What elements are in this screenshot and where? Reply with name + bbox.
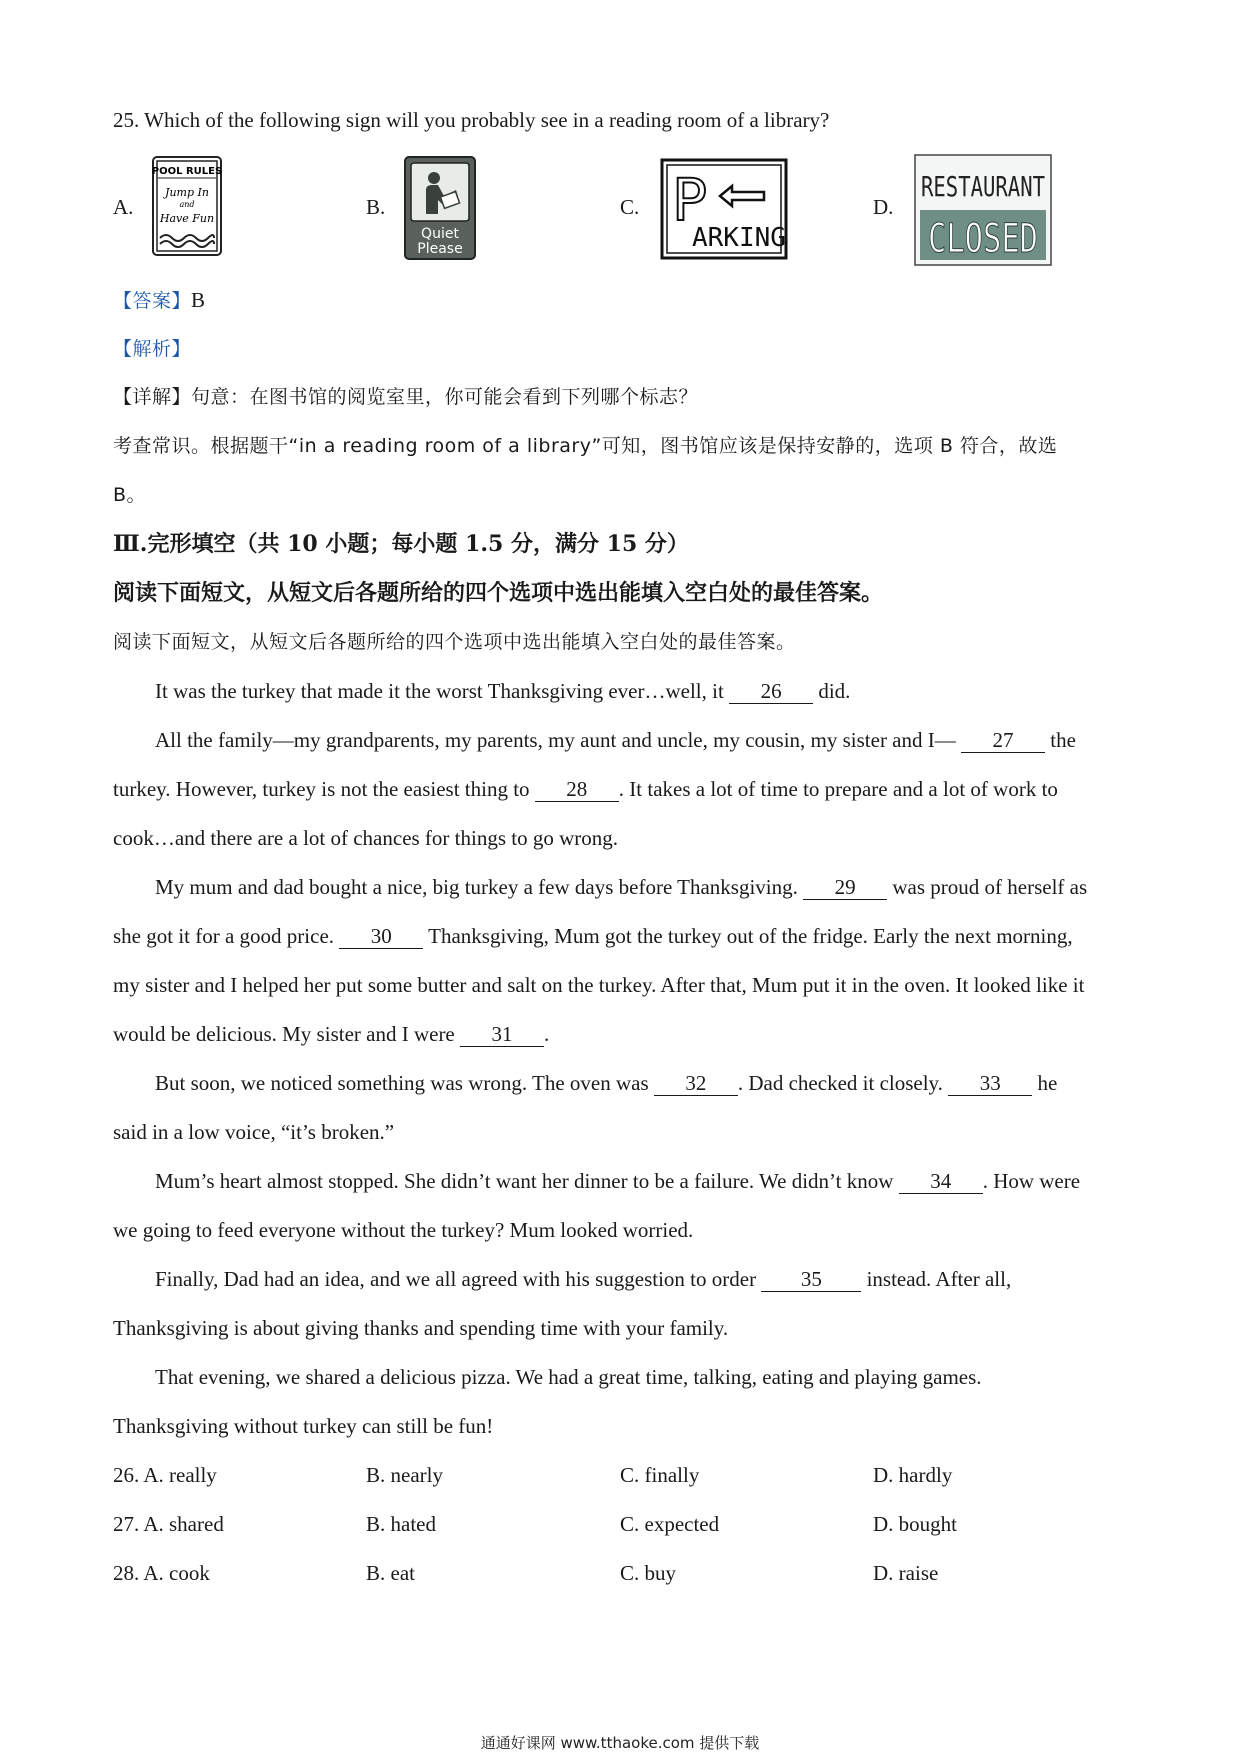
passage-line-7: my sister and I helped her put some butter and salt on the turkey. After that, Mum put it in the oven. It looked like it bbox=[113, 973, 1085, 997]
pool-rules-title: POOL RULES bbox=[151, 166, 223, 177]
passage-line-12: we going to feed everyone without the turkey? Mum looked worried. bbox=[113, 1218, 694, 1242]
choice-27-b: B. hated bbox=[366, 1512, 436, 1536]
detail-text: 句意：在图书馆的阅览室里，你可能会看到下列哪个标志？ bbox=[191, 386, 699, 408]
passage-line-4: cook…and there are a lot of chances for things to go wrong. bbox=[113, 826, 619, 850]
text: instead. After all, bbox=[861, 1267, 1012, 1291]
choice-28-d: D. raise bbox=[873, 1561, 939, 1585]
passage-line-13 bbox=[155, 1265, 1011, 1293]
q25-question: 25. Which of the following sign will you probably see in a reading room of a library? bbox=[113, 108, 830, 132]
passage-line-16: Thanksgiving without turkey can still be fun! bbox=[113, 1414, 494, 1438]
passage-line-1 bbox=[155, 677, 850, 705]
quiet-please-sign bbox=[404, 156, 476, 260]
choice-26-d: D. hardly bbox=[873, 1463, 953, 1487]
text: would be delicious. My sister and I were bbox=[113, 1022, 461, 1046]
blank-35: 35 bbox=[761, 1267, 861, 1292]
text: she got it for a good price. bbox=[113, 924, 340, 948]
text: he bbox=[1032, 1071, 1058, 1095]
closed-word: CLOSED bbox=[928, 216, 1038, 262]
quiet-sign-line-1: Quiet bbox=[421, 226, 459, 242]
section-instruction-bold: 阅读下面短文，从短文后各题所给的四个选项中选出能填入空白处的最佳答案。 bbox=[113, 580, 884, 606]
restaurant-closed-sign bbox=[914, 154, 1052, 266]
choice-26-c: C. finally bbox=[620, 1463, 700, 1487]
blank-30: 30 bbox=[339, 924, 423, 949]
text: . Dad checked it closely. bbox=[737, 1071, 949, 1095]
parking-sign-icon bbox=[660, 158, 788, 260]
answer-line bbox=[113, 286, 206, 315]
pool-sign-line-2: and bbox=[179, 200, 195, 209]
choice-row-28 bbox=[113, 1559, 1113, 1587]
answer-value: B bbox=[191, 288, 206, 312]
text: It was the turkey that made it the worst Thanksgiving ever…well, it bbox=[155, 679, 730, 703]
text: But soon, we noticed something was wrong. The oven was bbox=[155, 1071, 654, 1095]
choice-27-a: 27. A. shared bbox=[113, 1512, 224, 1536]
parking-sign bbox=[660, 158, 788, 260]
text: . bbox=[544, 1022, 550, 1046]
restaurant-word: RESTAURANT bbox=[921, 170, 1046, 203]
page-footer: 通通好课网 www.tthaoke.com 提供下载 bbox=[480, 1734, 760, 1752]
option-a-label: A. bbox=[113, 195, 134, 219]
blank-31: 31 bbox=[460, 1022, 544, 1047]
parking-p-letter: P bbox=[672, 166, 707, 234]
text: All the family—my grandparents, my parents, my aunt and uncle, my cousin, my sister and I— bbox=[155, 728, 961, 752]
section-instruction: 阅读下面短文，从短文后各题所给的四个选项中选出能填入空白处的最佳答案。 bbox=[113, 631, 796, 653]
passage-line-9 bbox=[155, 1069, 1057, 1097]
text: . It takes a lot of time to prepare and a lot of work to bbox=[618, 777, 1058, 801]
blank-27: 27 bbox=[961, 728, 1045, 753]
quiet-please-sign-icon bbox=[404, 156, 476, 260]
choice-28-c: C. buy bbox=[620, 1561, 677, 1585]
choice-28-b: B. eat bbox=[366, 1561, 415, 1585]
blank-32: 32 bbox=[654, 1071, 738, 1096]
text: . How were bbox=[982, 1169, 1081, 1193]
passage-line-10: said in a low voice, “it’s broken.” bbox=[113, 1120, 395, 1144]
text: was proud of herself as bbox=[887, 875, 1088, 899]
detail-tag: 【详解】 bbox=[113, 386, 192, 408]
text: Mum’s heart almost stopped. She didn’t want her dinner to be a failure. We didn’t know bbox=[155, 1169, 899, 1193]
explain-line-2: B。 bbox=[113, 484, 147, 506]
section-heading: Ⅲ.完形填空（共 10 小题；每小题 1.5 分，满分 15 分） bbox=[113, 531, 689, 557]
passage-line-2 bbox=[155, 726, 1076, 754]
blank-33: 33 bbox=[948, 1071, 1032, 1096]
analysis-tag: 【解析】 bbox=[113, 338, 192, 360]
detail-line bbox=[113, 383, 698, 411]
option-b-label: B. bbox=[366, 195, 386, 219]
choice-28-a: 28. A. cook bbox=[113, 1561, 210, 1585]
choice-26-a: 26. A. really bbox=[113, 1463, 217, 1487]
blank-29: 29 bbox=[803, 875, 887, 900]
text: Finally, Dad had an idea, and we all agreed with his suggestion to order bbox=[155, 1267, 762, 1291]
text: turkey. However, turkey is not the easiest thing to bbox=[113, 777, 535, 801]
choice-27-c: C. expected bbox=[620, 1512, 720, 1536]
quiet-sign-line-2: Please bbox=[417, 241, 463, 257]
passage-line-3 bbox=[113, 775, 1058, 803]
text: the bbox=[1045, 728, 1076, 752]
passage-line-15: That evening, we shared a delicious pizza. We had a great time, talking, eating and playing games. bbox=[155, 1365, 982, 1389]
passage-line-6 bbox=[113, 922, 1073, 950]
pool-sign-line-1: Jump In bbox=[165, 186, 209, 199]
passage-line-14: Thanksgiving is about giving thanks and spending time with your family. bbox=[113, 1316, 729, 1340]
choice-26-b: B. nearly bbox=[366, 1463, 443, 1487]
choice-27-d: D. bought bbox=[873, 1512, 957, 1536]
text: Thanksgiving, Mum got the turkey out of the fridge. Early the next morning, bbox=[423, 924, 1073, 948]
text: did. bbox=[813, 679, 851, 703]
pool-rules-sign bbox=[152, 156, 222, 256]
answer-tag: 【答案】 bbox=[113, 290, 192, 312]
option-c-label: C. bbox=[620, 195, 640, 219]
passage-line-5 bbox=[155, 873, 1087, 901]
parking-word: ARKING bbox=[692, 223, 786, 253]
choice-row-27 bbox=[113, 1510, 1113, 1538]
choice-row-26 bbox=[113, 1461, 1113, 1489]
blank-26: 26 bbox=[729, 679, 813, 704]
passage-line-11 bbox=[155, 1167, 1080, 1195]
blank-34: 34 bbox=[899, 1169, 983, 1194]
restaurant-closed-sign-icon bbox=[914, 154, 1052, 266]
pool-sign-line-3: Have Fun bbox=[159, 212, 215, 225]
blank-28: 28 bbox=[535, 777, 619, 802]
analysis-line bbox=[113, 335, 191, 363]
option-d-label: D. bbox=[873, 195, 894, 219]
pool-rules-sign-icon bbox=[152, 156, 222, 256]
text: My mum and dad bought a nice, big turkey a few days before Thanksgiving. bbox=[155, 875, 804, 899]
passage-line-8 bbox=[113, 1020, 549, 1048]
explain-line-1: 考查常识。根据题干“in a reading room of a library”可知，图书馆应该是保持安静的，选项 B 符合，故选 bbox=[113, 435, 1058, 457]
